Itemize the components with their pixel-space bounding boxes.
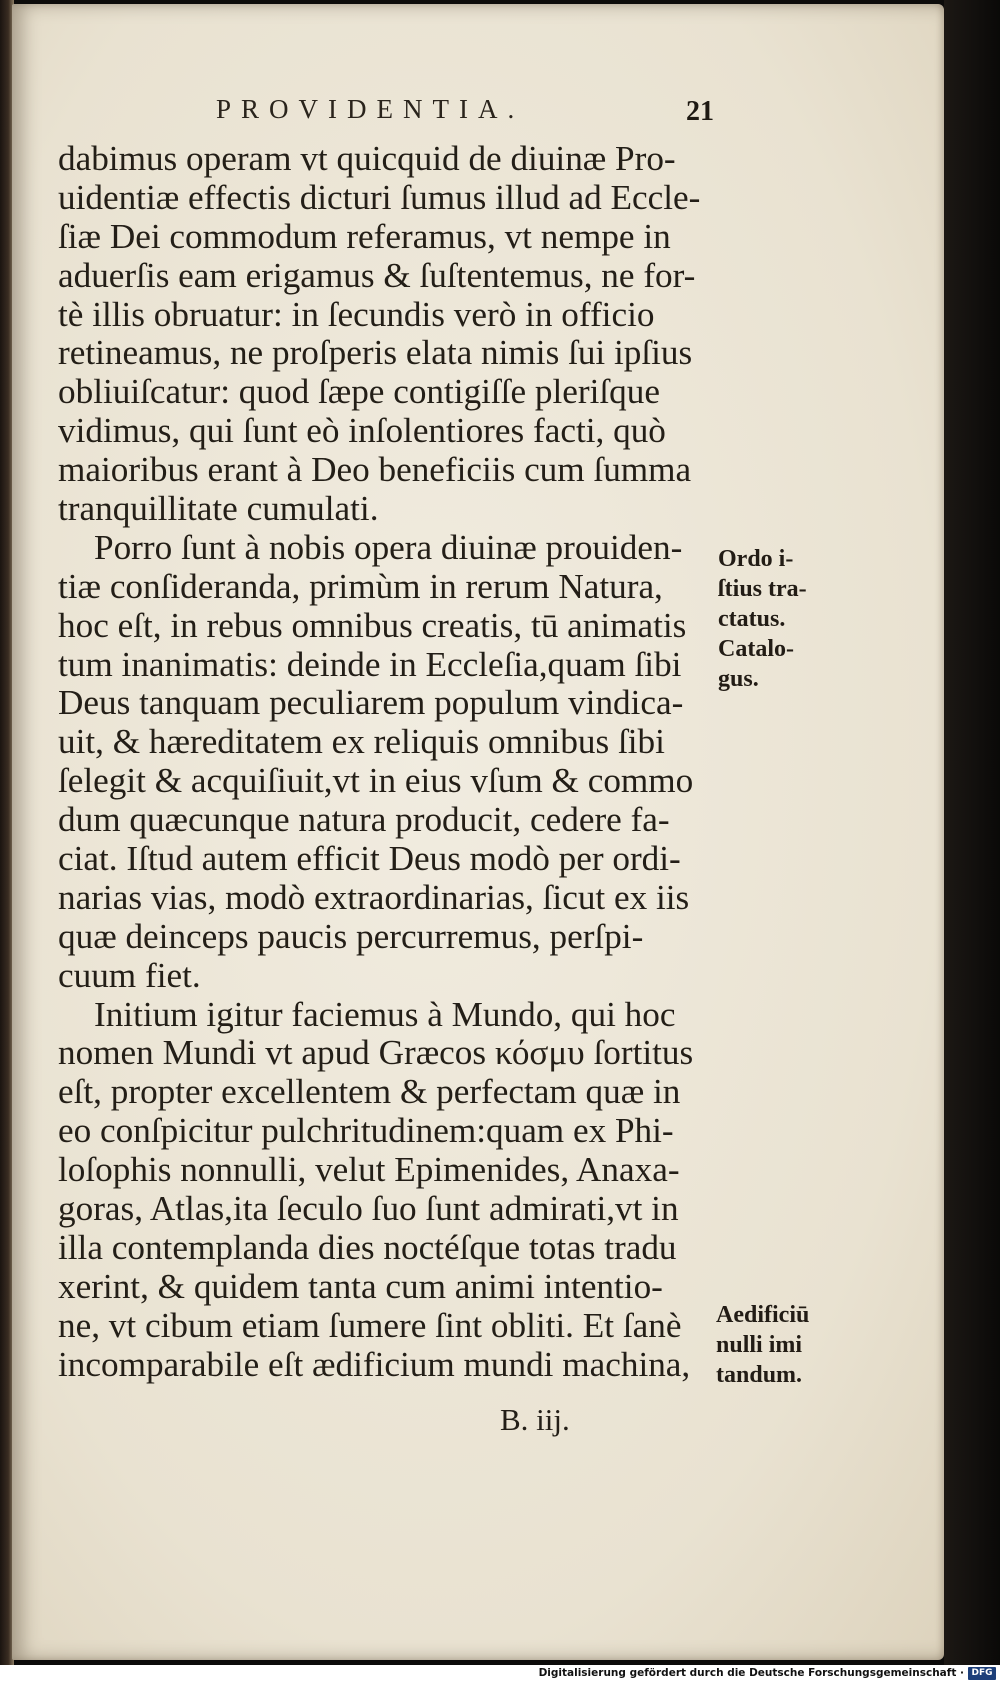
text-line: cuum fiet. (58, 955, 201, 995)
text-line: ne, vt cibum etiam ſumere ſint obliti. Et ſanè (58, 1305, 682, 1345)
paragraph-start-line: Initium igitur faciemus à Mundo, qui hoc (94, 994, 676, 1034)
margin-note-line: ctatus. (718, 606, 786, 632)
text-line: dabimus operam vt quicquid de diuinæ Pro- (58, 139, 676, 178)
text-line: incomparabile eſt ædificium mundi machina, (58, 1344, 691, 1384)
margin-note-line: gus. (718, 666, 759, 692)
text-line: hoc eſt, in rebus omnibus creatis, tū animatis (58, 605, 687, 645)
dfg-logo-icon: DFG (968, 1667, 996, 1680)
margin-note-line: Aedificiū (716, 1302, 810, 1328)
text-line: aduerſis eam erigamus & ſuſtentemus, ne for- (58, 255, 696, 295)
text-line: tum inanimatis: deinde in Eccleſia,quam ſibi (58, 644, 682, 684)
text-line: eſt, propter excellentem & perfectam quæ in (58, 1072, 681, 1112)
text-line: vidimus, qui ſunt eò inſolentiores facti, quò (58, 411, 666, 451)
text-line: ciat. Iſtud autem efficit Deus modò per ordi- (58, 839, 681, 879)
page-number: 21 (686, 96, 714, 127)
text-line: nomen Mundi vt apud Græcos κόσμυ ſortitus (58, 1033, 694, 1073)
text-line: ſiæ Dei commodum referamus, vt nempe in (58, 216, 671, 256)
body-text (58, 140, 718, 1385)
text-line: uidentiæ effectis dicturi ſumus illud ad Eccle- (58, 177, 701, 217)
running-head: PROVIDENTIA. (216, 94, 525, 124)
text-line: tè illis obruatur: in ſecundis verò in officio (58, 294, 655, 334)
text-line: illa contemplanda dies noctéſque totas tradu (58, 1227, 677, 1267)
paragraph-start-line: Porro ſunt à nobis opera diuinæ prouiden- (94, 527, 683, 567)
text-line: Deus tanquam peculiarem populum vindica- (58, 683, 684, 723)
text-line: retineamus, ne proſperis elata nimis ſui ipſius (58, 333, 693, 373)
text-line: uit, & hæreditatem ex reliquis omnibus ſibi (58, 722, 665, 762)
text-line: goras, Atlas,ita ſeculo ſuo ſunt admirati,vt in (58, 1189, 679, 1229)
margin-note-line: Catalo- (718, 636, 794, 662)
margin-note-line: nulli imi (716, 1332, 803, 1358)
text-line: maioribus erant à Deo beneficiis cum ſumma (58, 450, 692, 490)
text-line: obliuiſcatur: quod ſæpe contigiſſe pleriſque (58, 372, 660, 412)
text-line: tranquillitate cumulati. (58, 489, 379, 529)
margin-note-line: tandum. (716, 1362, 803, 1388)
text-line: ſelegit & acquiſiuit,vt in eius vſum & commo (58, 761, 694, 801)
margin-note-line: ſtius tra- (718, 576, 807, 602)
text-line: dum quæcunque natura producit, cedere fa- (58, 800, 670, 840)
margin-note-ordo (718, 544, 807, 694)
footer-credit: Digitalisierung gefördert durch die Deutsche Forschungsgemeinschaft · (538, 1667, 964, 1679)
margin-note-aedificium (716, 1300, 809, 1390)
margin-note-line: Ordo i- (718, 546, 794, 572)
digitization-footer (0, 1665, 1000, 1683)
signature-mark: B. iij. (500, 1402, 570, 1437)
text-line: quæ deinceps paucis percurremus, perſpi- (58, 916, 644, 956)
text-line: eo conſpicitur pulchritudinem:quam ex Phi- (58, 1111, 674, 1151)
text-line: narias vias, modò extraordinarias, ſicut ex iis (58, 877, 690, 917)
text-line: tiæ conſideranda, primùm in rerum Natura, (58, 566, 663, 606)
scan-background-edge (944, 0, 1000, 1665)
text-line: loſophis nonnulli, velut Epimenides, Anaxa- (58, 1150, 680, 1190)
text-line: xerint, & quidem tanta cum animi intentio- (58, 1266, 663, 1306)
